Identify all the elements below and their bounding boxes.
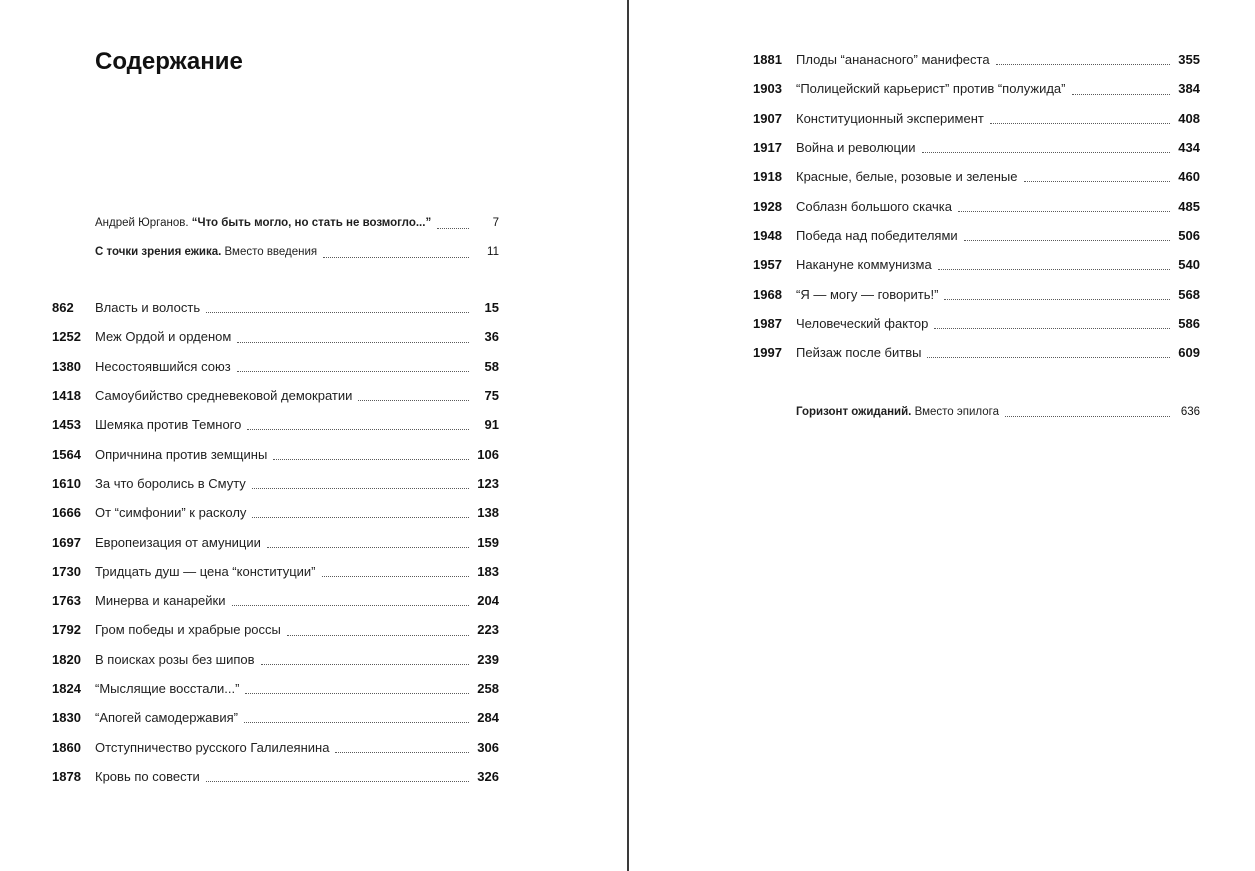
- toc-entry: [52, 527, 499, 556]
- page-number: 138: [477, 505, 499, 521]
- chapter-title: “Я — могу — говорить!”: [796, 286, 939, 302]
- page-number: 239: [477, 651, 499, 667]
- dot-leader: [1024, 180, 1171, 182]
- toc-entry: [52, 322, 499, 351]
- toc-entry: [753, 191, 1200, 220]
- page-number: 123: [477, 475, 499, 491]
- page-title: Содержание: [95, 48, 243, 75]
- chapter-year: 1968: [753, 286, 782, 302]
- entry-title-bold: “Что быть могло, но стать не возмогло...”: [191, 216, 432, 229]
- chapter-year: 1418: [52, 388, 81, 404]
- toc-entry: [52, 762, 499, 791]
- toc-entry: [52, 352, 499, 381]
- page-number: 384: [1178, 81, 1200, 97]
- dot-leader: [437, 227, 469, 229]
- chapter-year: 1666: [52, 505, 81, 521]
- chapter-year: 1997: [753, 345, 782, 361]
- chapter-year: 1987: [753, 315, 782, 331]
- toc-entry: [52, 674, 499, 703]
- chapter-year: 1453: [52, 417, 81, 433]
- page-number: 183: [477, 563, 499, 579]
- toc-entry: [52, 645, 499, 674]
- chapter-title: “Мыслящие восстали...”: [95, 681, 240, 696]
- chapter-title: Победа над победителями: [796, 227, 958, 243]
- page-number: 58: [484, 358, 499, 374]
- dot-leader: [996, 63, 1170, 65]
- chapter-title: Пейзаж после битвы: [796, 345, 922, 361]
- dot-leader: [244, 721, 469, 723]
- dot-leader: [252, 487, 469, 489]
- chapter-title: Кровь по совести: [95, 768, 200, 784]
- page-number: 636: [1180, 405, 1200, 418]
- toc-entry: [52, 586, 499, 615]
- chapter-title: Минерва и канарейки: [95, 593, 226, 609]
- toc-entry: [753, 338, 1200, 367]
- dot-leader: [237, 370, 469, 372]
- dot-leader: [206, 780, 469, 782]
- toc-entry: [52, 293, 499, 322]
- dot-leader: [358, 399, 469, 401]
- dot-leader: [232, 604, 470, 606]
- dot-leader: [1005, 415, 1170, 417]
- page-number: 91: [484, 417, 499, 433]
- toc-entry: [52, 439, 499, 468]
- dot-leader: [335, 751, 469, 753]
- dot-leader: [990, 122, 1170, 124]
- toc-entry: [52, 615, 499, 644]
- page-number: 106: [477, 446, 499, 462]
- toc-entry: [52, 557, 499, 586]
- chapter-year: 1860: [52, 739, 81, 755]
- dot-leader: [247, 428, 469, 430]
- page-number: 7: [492, 216, 499, 229]
- toc-entry: [753, 250, 1200, 279]
- chapter-year: 1918: [753, 169, 782, 185]
- chapter-title: От “симфонии” к расколу: [95, 505, 247, 521]
- page-number: 434: [1178, 140, 1200, 156]
- toc-entry: [52, 469, 499, 498]
- chapter-year: 1830: [52, 710, 81, 726]
- front-matter-list: [95, 208, 499, 267]
- page-number: 568: [1178, 286, 1200, 302]
- page-number: 258: [477, 681, 499, 696]
- chapter-title: За что боролись в Смуту: [95, 475, 246, 491]
- entry-title-bold: Горизонт ожиданий.: [796, 405, 912, 418]
- page-number: 159: [477, 534, 499, 550]
- toc-entry: [753, 162, 1200, 191]
- page-number: 36: [484, 329, 499, 345]
- page-number: 540: [1178, 257, 1200, 273]
- page-number: 306: [477, 739, 499, 755]
- chapter-title: Несостоявшийся союз: [95, 358, 231, 374]
- chapter-year: 1957: [753, 257, 782, 273]
- toc-entry-epilogue: [796, 397, 1200, 426]
- chapter-year: 1763: [52, 593, 81, 609]
- toc-entry-introduction: [95, 238, 499, 268]
- chapter-title: Европеизация от амуниции: [95, 534, 261, 550]
- chapter-title: В поисках розы без шипов: [95, 651, 255, 667]
- chapter-year: 1903: [753, 81, 782, 97]
- page-number: 408: [1178, 110, 1200, 126]
- chapter-year: 1928: [753, 198, 782, 214]
- dot-leader: [927, 356, 1170, 358]
- toc-chapter-list-left: [52, 293, 499, 791]
- page-number: 223: [477, 622, 499, 638]
- chapter-title: Меж Ордой и орденом: [95, 329, 232, 345]
- toc-entry: [753, 279, 1200, 308]
- page-number: 506: [1178, 227, 1200, 243]
- toc-entry: [52, 732, 499, 761]
- chapter-year: 862: [52, 300, 74, 316]
- dot-leader: [934, 327, 1170, 329]
- toc-entry: [753, 45, 1200, 74]
- toc-entry-foreword: [95, 208, 499, 238]
- page-number: 460: [1178, 169, 1200, 185]
- chapter-title: Самоубийство средневековой демократии: [95, 388, 353, 404]
- chapter-title: Красные, белые, розовые и зеленые: [796, 169, 1018, 185]
- chapter-year: 1252: [52, 329, 81, 345]
- entry-title: [796, 406, 999, 418]
- toc-entry: [52, 703, 499, 732]
- entry-title: [95, 217, 431, 229]
- page-number: 204: [477, 593, 499, 609]
- page-number: 485: [1178, 198, 1200, 214]
- page-number: 326: [477, 768, 499, 784]
- dot-leader: [964, 239, 1170, 241]
- chapter-year: 1792: [52, 622, 81, 638]
- dot-leader: [206, 311, 469, 313]
- page-number: 609: [1178, 345, 1200, 361]
- chapter-year: 1878: [52, 768, 81, 784]
- dot-leader: [252, 516, 469, 518]
- chapter-title: Плоды “ананасного” манифеста: [796, 52, 990, 68]
- chapter-title: Гром победы и храбрые россы: [95, 622, 281, 638]
- chapter-year: 1697: [52, 534, 81, 550]
- chapter-title: “Апогей самодержавия”: [95, 710, 238, 726]
- dot-leader: [267, 546, 469, 548]
- chapter-title: Тридцать душ — цена “конституции”: [95, 563, 316, 579]
- dot-leader: [323, 256, 469, 258]
- chapter-year: 1917: [753, 140, 782, 156]
- chapter-title: Соблазн большого скачка: [796, 198, 952, 214]
- chapter-title: Конституционный эксперимент: [796, 110, 984, 126]
- page-number: 355: [1178, 52, 1200, 68]
- entry-subtitle: Вместо эпилога: [914, 405, 999, 418]
- dot-leader: [944, 298, 1170, 300]
- entry-title: [95, 246, 317, 258]
- chapter-title: Власть и волость: [95, 300, 201, 316]
- dot-leader: [922, 151, 1170, 153]
- toc-entry: [753, 133, 1200, 162]
- entry-subtitle: Вместо введения: [224, 246, 318, 259]
- toc-chapter-list-right: [753, 45, 1200, 367]
- entry-title-bold: С точки зрения ежика.: [95, 246, 222, 259]
- chapter-year: 1824: [52, 681, 81, 696]
- dot-leader: [322, 575, 470, 577]
- toc-entry: [52, 410, 499, 439]
- chapter-year: 1948: [753, 227, 782, 243]
- dot-leader: [261, 663, 469, 665]
- chapter-title: Отступничество русского Галилеянина: [95, 739, 330, 755]
- chapter-title: Война и революции: [796, 140, 916, 156]
- page-number: 284: [477, 710, 499, 726]
- epilogue-list: [796, 397, 1200, 426]
- chapter-year: 1881: [753, 52, 782, 68]
- toc-entry: [753, 309, 1200, 338]
- chapter-year: 1380: [52, 358, 81, 374]
- toc-entry: [52, 381, 499, 410]
- page-gutter-divider: [627, 0, 629, 871]
- chapter-title: “Полицейский карьерист” против “полужида”: [796, 81, 1066, 97]
- toc-entry: [753, 104, 1200, 133]
- dot-leader: [958, 210, 1170, 212]
- toc-entry: [753, 74, 1200, 103]
- toc-entry: [52, 498, 499, 527]
- chapter-title: Опричнина против земщины: [95, 446, 268, 462]
- dot-leader: [938, 268, 1170, 270]
- chapter-year: 1907: [753, 110, 782, 126]
- chapter-title: Шемяка против Темного: [95, 417, 242, 433]
- page-number: 75: [484, 388, 499, 404]
- dot-leader: [237, 341, 469, 343]
- chapter-year: 1820: [52, 651, 81, 667]
- chapter-year: 1610: [52, 475, 81, 491]
- chapter-year: 1730: [52, 563, 81, 579]
- author-name: Андрей Юрганов.: [95, 216, 189, 229]
- toc-entry: [753, 221, 1200, 250]
- dot-leader: [287, 634, 469, 636]
- chapter-title: Накануне коммунизма: [796, 257, 932, 273]
- dot-leader: [273, 458, 469, 460]
- page-number: 11: [487, 246, 499, 259]
- dot-leader: [1072, 93, 1171, 95]
- chapter-year: 1564: [52, 446, 81, 462]
- chapter-title: Человеческий фактор: [796, 315, 929, 331]
- page-number: 15: [484, 300, 499, 316]
- dot-leader: [245, 692, 469, 694]
- page-number: 586: [1178, 315, 1200, 331]
